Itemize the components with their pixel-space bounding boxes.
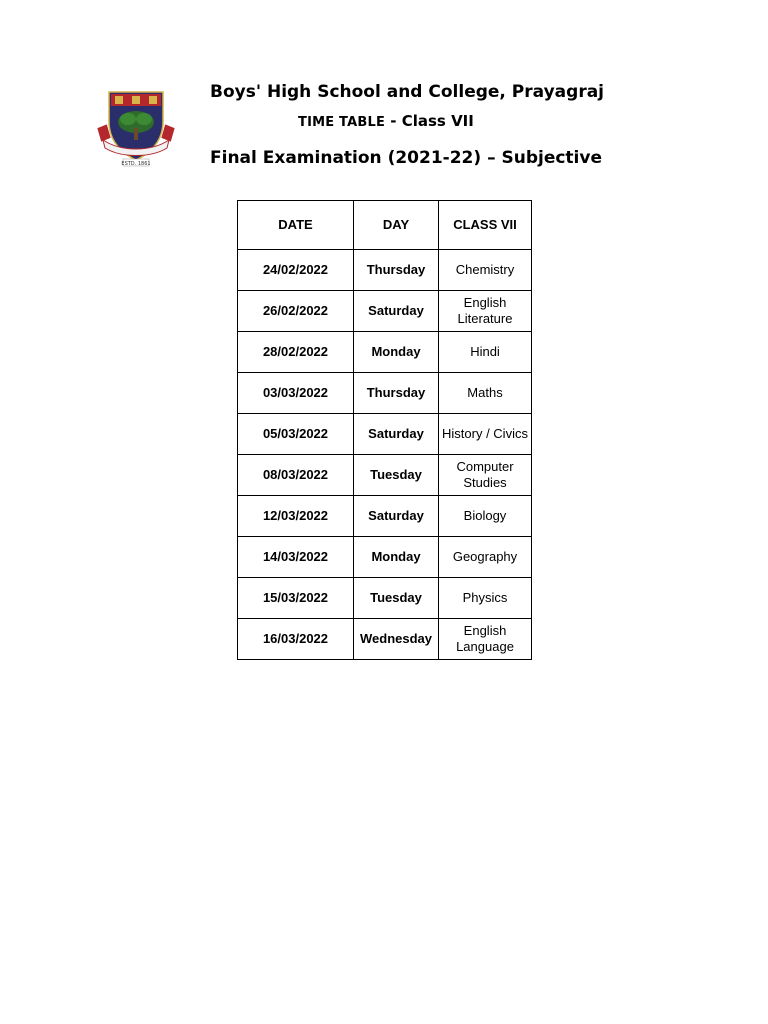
day-cell: Tuesday (354, 455, 439, 496)
table-row (238, 496, 532, 537)
table-row (238, 619, 532, 660)
date-cell: 12/03/2022 (238, 496, 354, 537)
date-cell: 24/02/2022 (238, 250, 354, 291)
day-cell: Saturday (354, 291, 439, 332)
date-cell: 03/03/2022 (238, 373, 354, 414)
table-row (238, 578, 532, 619)
school-name: Boys' High School and College, Prayagraj (210, 82, 605, 102)
subject-cell: Biology (439, 496, 532, 537)
day-cell: Wednesday (354, 619, 439, 660)
time-table-label: TIME TABLE (298, 115, 386, 130)
table-row (238, 250, 532, 291)
day-cell: Tuesday (354, 578, 439, 619)
date-cell: 05/03/2022 (238, 414, 354, 455)
day-cell: Thursday (354, 373, 439, 414)
date-cell: 16/03/2022 (238, 619, 354, 660)
subject-cell: Physics (439, 578, 532, 619)
subject-cell: Hindi (439, 332, 532, 373)
column-header-date: DATE (238, 201, 354, 250)
table-row (238, 455, 532, 496)
subject-cell: History / Civics (439, 414, 532, 455)
table-header-row (238, 201, 532, 250)
subject-cell: Chemistry (439, 250, 532, 291)
subtitle-separator: - (385, 112, 402, 130)
timetable (237, 200, 532, 660)
table-row (238, 414, 532, 455)
date-cell: 26/02/2022 (238, 291, 354, 332)
day-cell: Saturday (354, 414, 439, 455)
day-cell: Monday (354, 332, 439, 373)
column-header-class: CLASS VII (439, 201, 532, 250)
date-cell: 28/02/2022 (238, 332, 354, 373)
subject-cell: Maths (439, 373, 532, 414)
date-cell: 15/03/2022 (238, 578, 354, 619)
day-cell: Saturday (354, 496, 439, 537)
subject-cell: English Language (439, 619, 532, 660)
table-row (238, 537, 532, 578)
subject-cell: English Literature (439, 291, 532, 332)
exam-title: Final Examination (2021-22) – Subjective (210, 148, 602, 168)
table-row (238, 332, 532, 373)
class-label: Class VII (401, 112, 474, 130)
day-cell: Thursday (354, 250, 439, 291)
school-crest-icon (93, 88, 179, 168)
subject-cell: Computer Studies (439, 455, 532, 496)
table-row (238, 291, 532, 332)
date-cell: 14/03/2022 (238, 537, 354, 578)
table-row (238, 373, 532, 414)
svg-text:ESTD. 1861: ESTD. 1861 (121, 161, 151, 167)
subject-cell: Geography (439, 537, 532, 578)
column-header-day: DAY (354, 201, 439, 250)
timetable-subtitle (298, 111, 474, 130)
day-cell: Monday (354, 537, 439, 578)
date-cell: 08/03/2022 (238, 455, 354, 496)
